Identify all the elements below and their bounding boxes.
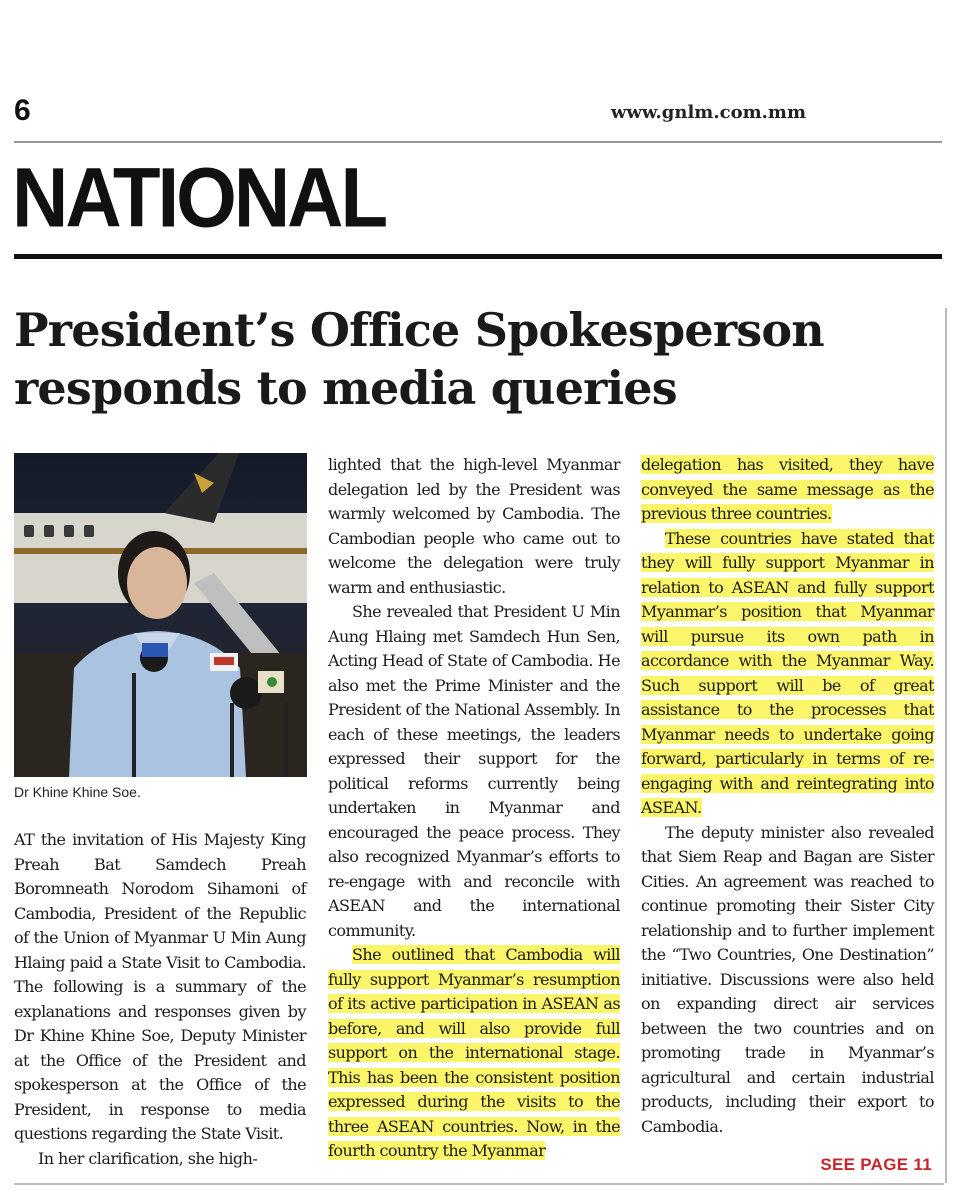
header-divider [14, 141, 942, 143]
section-title: NATIONAL [12, 149, 386, 245]
article-photo [14, 453, 307, 777]
footer-divider [14, 1183, 944, 1185]
highlighted-paragraph: These countries have stated that they will fully support Myanmar in relation to ASEAN and fully support Myanmar’s position that Myanmar will pursue its own path in accordance with the Myanmar Way. Such support will be of great assistance to the processes that Myanmar needs to undertake going forward, particularly in terms of re-engaging with and reintegrating into ASEAN. [641, 528, 934, 817]
article-column-2 [328, 453, 620, 1164]
highlighted-paragraph: She outlined that Cambodia will fully support Myanmar’s resumption of its active participation in ASEAN as before, and will also provide full support on the international stage. This has been the consistent position expressed during the visits to the three ASEAN countries. Now, in the fourth country the Myanmar [328, 945, 620, 1160]
paragraph: The deputy minister also revealed that Siem Reap and Bagan are Sister Cities. An agreement was reached to continue promoting their Sister City relationship and to further implement the “Two Countries, One Destination” initiative. Discussions were also held on expanding direct air services between the two countries and on promoting trade in Myanmar’s agricultural and certain industrial products, including their export to Cambodia. [641, 822, 934, 1136]
paragraph: She revealed that President U Min Aung Hlaing met Samdech Hun Sen, Acting Head of State of Cambodia. He also met the Prime Minister and the President of the National Assembly. In each of these meetings, the leaders expressed their support for the political reforms currently being undertaken in Myanmar and encouraged the peace process. They also recognized Myanmar’s efforts to re-engage with and reconcile with ASEAN and the international community. [328, 602, 620, 940]
continued-link[interactable]: SEE PAGE 11 [820, 1155, 932, 1174]
paragraph: lighted that the high-level Myanmar delegation led by the President was warmly welcomed by Cambodia. The Cambodian people who came out to welcome the delegation were truly warm and enthusiastic. [328, 455, 620, 597]
article-column-3 [641, 453, 934, 1139]
photo-caption: Dr Khine Khine Soe. [14, 784, 141, 800]
paragraph: In her clarification, she high- [38, 1148, 258, 1168]
article-column-1 [14, 828, 306, 1171]
article-headline: President’s Office Spokesperson responds to media queries [14, 303, 824, 415]
column-divider [945, 308, 947, 1183]
page-number: 6 [14, 94, 31, 127]
site-url: www.gnlm.com.mm [610, 102, 806, 123]
highlighted-paragraph: delegation has visited, they have conveyed the same message as the previous three countries. [641, 455, 934, 523]
photo-illustration [14, 453, 307, 777]
section-divider [14, 254, 942, 259]
paragraph: AT the invitation of His Majesty King Preah Bat Samdech Preah Boromneath Norodom Sihamoni of Cambodia, President of the Republic of the Union of Myanmar U Min Aung Hlaing paid a State Visit to Cambodia. The following is a summary of the explanations and responses given by Dr Khine Khine Soe, Deputy Minister at the Office of the President and spokesperson at the Office of the President, in response to media questions regarding the State Visit. [14, 830, 306, 1143]
